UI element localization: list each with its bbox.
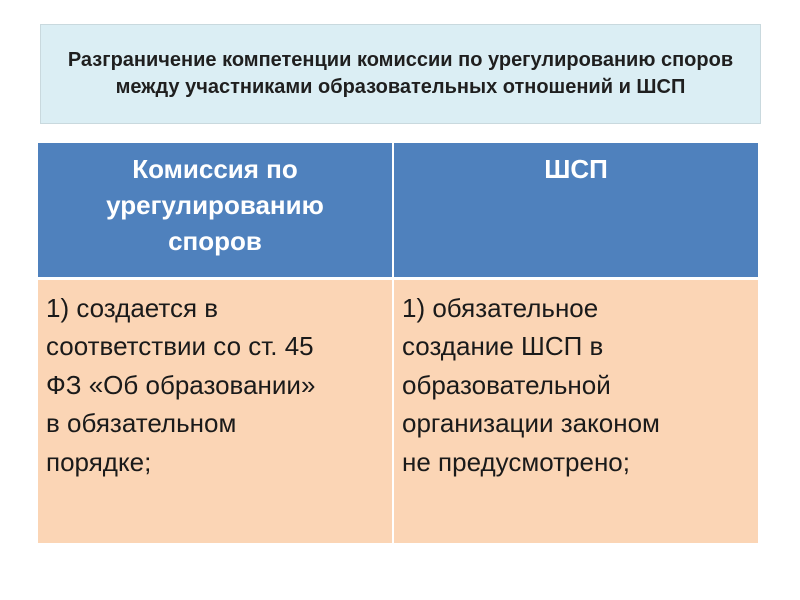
table-row (38, 278, 758, 543)
table-header-shsp (393, 143, 758, 278)
header-label-shsp: ШСП (544, 154, 608, 184)
header-label-commission: Комиссия по урегулированию споров (106, 154, 324, 256)
table-header-commission (38, 143, 393, 278)
table-cell-shsp (393, 278, 758, 543)
table-header-row (38, 143, 758, 278)
comparison-table (38, 143, 758, 543)
slide-title: Разграничение компетенции комиссии по урегулированию споров между участниками образовательных отношений и ШСП (67, 49, 734, 98)
slide-title-box (40, 24, 761, 124)
cell-text-commission: 1) создается в соответствии со ст. 45 ФЗ «Об образовании» в обязательном порядке; (46, 292, 316, 477)
cell-text-shsp: 1) обязательное создание ШСП в образовательной организации законом не предусмотрено; (402, 292, 660, 477)
table-cell-commission (38, 278, 393, 543)
